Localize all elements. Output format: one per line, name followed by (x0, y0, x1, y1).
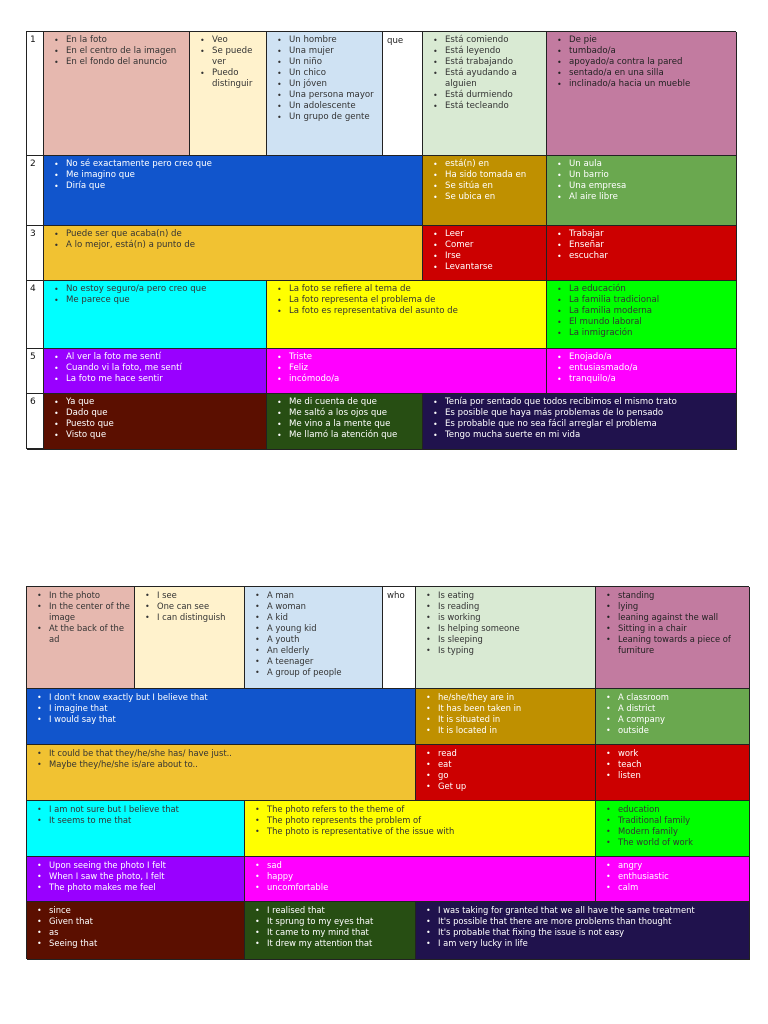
list-item: • education (596, 804, 749, 815)
list-item: • It's probable that fixing the issue is not easy (416, 927, 749, 938)
list-item: • Irse (423, 251, 546, 262)
list-item: • Es probable que no sea fácil arreglar el problema (423, 419, 736, 430)
es-r2-place-verb-cell (423, 156, 547, 226)
list-item: • The world of work (596, 837, 749, 848)
en-r6-reason-cell (27, 902, 245, 960)
list-item: • La foto es representativa del asunto de (267, 306, 546, 317)
english-phrase-table (26, 586, 749, 959)
list-item: • Está durmiendo (423, 90, 546, 101)
list-item: • En la foto (44, 35, 189, 46)
list-item: • I can distinguish (135, 612, 244, 623)
list-item: • Is typing (416, 645, 595, 656)
list-item: • Is helping someone (416, 623, 595, 634)
es-r4-uncertain-cell (44, 281, 267, 349)
list-item: • Leer (423, 229, 546, 240)
list-item: • Al ver la foto me sentí (44, 352, 266, 363)
list-item: • Se sitúa en (423, 181, 546, 192)
en-r4-topic-cell (596, 801, 750, 857)
list-item: • I realised that (245, 905, 415, 916)
list-item: • Se ubica en (423, 192, 546, 203)
row-number-5: 5 (27, 349, 44, 394)
es-r1-que-cell: que (383, 32, 423, 156)
en-r3-verbs-cell (416, 745, 596, 801)
list-item: • uncomfortable (245, 882, 595, 893)
en-r1-action-cell (416, 587, 596, 689)
list-item: • La foto me hace sentir (44, 374, 266, 385)
list-item: • Trabajar (547, 229, 736, 240)
list-item: • go (416, 770, 595, 781)
list-item: • Un aula (547, 159, 736, 170)
en-r4-uncertain-cell (27, 801, 245, 857)
list-item: • A lo mejor, está(n) a punto de (44, 240, 422, 251)
list-item: • Un barrio (547, 170, 736, 181)
list-item: • inclinado/a hacia un mueble (547, 79, 736, 90)
list-item: • Levantarse (423, 262, 546, 273)
list-item: • Puedo distinguir (190, 68, 266, 90)
list-item: • A teenager (245, 656, 382, 667)
list-item: • A kid (245, 612, 382, 623)
es-r4-topic-cell (547, 281, 737, 349)
en-r1-location-cell (27, 587, 135, 689)
list-item: • A man (245, 590, 382, 601)
en-r6-conclusion-cell (416, 902, 750, 960)
list-item: • Está ayudando a alguien (423, 68, 546, 90)
en-r5-feeling2-cell (596, 857, 750, 902)
row-number-2: 2 (27, 156, 44, 226)
list-item: • as (27, 927, 244, 938)
list-item: • It came to my mind that (245, 927, 415, 938)
list-item: • Una persona mayor (267, 90, 382, 101)
list-item: • Un hombre (267, 35, 382, 46)
list-item: • Un jóven (267, 79, 382, 90)
list-item: • outside (596, 725, 749, 736)
es-r3-verbs-cell (423, 226, 547, 281)
list-item: • tumbado/a (547, 46, 736, 57)
list-item: • Visto que (44, 430, 266, 441)
list-item: • En el centro de la imagen (44, 46, 189, 57)
list-item: • One can see (135, 601, 244, 612)
list-item: • El mundo laboral (547, 317, 736, 328)
list-item: • Feliz (267, 363, 546, 374)
list-item: • Cuando vi la foto, me sentí (44, 363, 266, 374)
list-item: • At the back of the ad (27, 623, 134, 645)
list-item: • I imagine that (27, 703, 415, 714)
list-item: • Leaning towards a piece of furniture (596, 634, 749, 656)
list-item: • La foto representa el problema de (267, 295, 546, 306)
es-r6-conclusion-cell (423, 394, 737, 450)
list-item: • Me saltó a los ojos que (267, 408, 422, 419)
list-item: • A group of people (245, 667, 382, 678)
list-item: • apoyado/a contra la pared (547, 57, 736, 68)
en-r2-opinion-cell (27, 689, 416, 745)
list-item: • calm (596, 882, 749, 893)
list-item: • It sprung to my eyes that (245, 916, 415, 927)
es-r1-person-cell (267, 32, 383, 156)
row-number-1: 1 (27, 32, 44, 156)
en-r5-feeling-cell (245, 857, 596, 902)
es-r4-theme-cell (267, 281, 547, 349)
list-item: • Veo (190, 35, 266, 46)
es-r1-posture-cell (547, 32, 737, 156)
list-item: • Tengo mucha suerte en mi vida (423, 430, 736, 441)
list-item: • Se puede ver (190, 46, 266, 68)
list-item: • In the photo (27, 590, 134, 601)
en-r3-verbs2-cell (596, 745, 750, 801)
list-item: • A district (596, 703, 749, 714)
list-item: • I don't know exactly but I believe that (27, 692, 415, 703)
list-item: • It could be that they/he/she has/ have just.. (27, 748, 415, 759)
list-item: • La foto se refiere al tema de (267, 284, 546, 295)
list-item: • Me parece que (44, 295, 266, 306)
es-r2-opinion-cell (44, 156, 423, 226)
list-item: • Enojado/a (547, 352, 736, 363)
list-item: • lying (596, 601, 749, 612)
list-item: • Is eating (416, 590, 595, 601)
list-item: • Una empresa (547, 181, 736, 192)
list-item: • A youth (245, 634, 382, 645)
list-item: • La inmigración (547, 328, 736, 339)
list-item: • Está leyendo (423, 46, 546, 57)
list-item: • Puesto que (44, 419, 266, 430)
list-item: • Seeing that (27, 938, 244, 949)
en-r1-see-cell (135, 587, 245, 689)
list-item: • enthusiastic (596, 871, 749, 882)
list-item: • happy (245, 871, 595, 882)
list-item: • Modern family (596, 826, 749, 837)
list-item: • La familia tradicional (547, 295, 736, 306)
list-item: • Enseñar (547, 240, 736, 251)
list-item: • Me vino a la mente que (267, 419, 422, 430)
list-item: • The photo makes me feel (27, 882, 244, 893)
en-r4-theme-cell (245, 801, 596, 857)
list-item: • Es posible que haya más problemas de lo pensado (423, 408, 736, 419)
list-item: • eat (416, 759, 595, 770)
list-item: • A woman (245, 601, 382, 612)
list-item: • listen (596, 770, 749, 781)
list-item: • Está trabajando (423, 57, 546, 68)
spanish-phrase-table (26, 31, 736, 449)
list-item: • De pie (547, 35, 736, 46)
list-item: • sad (245, 860, 595, 871)
list-item: • The photo refers to the theme of (245, 804, 595, 815)
list-item: • is working (416, 612, 595, 623)
list-item: • No sé exactamente pero creo que (44, 159, 422, 170)
list-item: • sentado/a en una silla (547, 68, 736, 79)
list-item: • tranquilo/a (547, 374, 736, 385)
row-number-4: 4 (27, 281, 44, 349)
es-r5-feeling2-cell (547, 349, 737, 394)
list-item: • Tenía por sentado que todos recibimos el mismo trato (423, 397, 736, 408)
list-item: • It drew my attention that (245, 938, 415, 949)
es-r3-speculation-cell (44, 226, 423, 281)
en-r2-place-cell (596, 689, 750, 745)
es-r6-reason-cell (44, 394, 267, 450)
list-item: • En el fondo del anuncio (44, 57, 189, 68)
list-item: • The photo is representative of the issue with (245, 826, 595, 837)
list-item: • angry (596, 860, 749, 871)
list-item: • Puede ser que acaba(n) de (44, 229, 422, 240)
list-item: • he/she/they are in (416, 692, 595, 703)
list-item: • Me di cuenta de que (267, 397, 422, 408)
list-item: • Maybe they/he/she is/are about to.. (27, 759, 415, 770)
list-item: • It is located in (416, 725, 595, 736)
es-r6-realise-cell (267, 394, 423, 450)
list-item: • A young kid (245, 623, 382, 634)
list-item: • Upon seeing the photo I felt (27, 860, 244, 871)
list-item: • Me llamó la atención que (267, 430, 422, 441)
en-r6-realise-cell (245, 902, 416, 960)
list-item: • La familia moderna (547, 306, 736, 317)
list-item: • Get up (416, 781, 595, 792)
list-item: • Está comiendo (423, 35, 546, 46)
list-item: • I was taking for granted that we all have the same treatment (416, 905, 749, 916)
list-item: • Está tecleando (423, 101, 546, 112)
list-item: • Un adolescente (267, 101, 382, 112)
list-item: • No estoy seguro/a pero creo que (44, 284, 266, 295)
list-item: • Diría que (44, 181, 422, 192)
list-item: • A company (596, 714, 749, 725)
row-number-3: 3 (27, 226, 44, 281)
list-item: • Is reading (416, 601, 595, 612)
list-item: • Ya que (44, 397, 266, 408)
en-r1-posture-cell (596, 587, 750, 689)
es-r5-feeling-intro-cell (44, 349, 267, 394)
list-item: • incómodo/a (267, 374, 546, 385)
list-item: • Dado que (44, 408, 266, 419)
list-item: • A classroom (596, 692, 749, 703)
list-item: • Sitting in a chair (596, 623, 749, 634)
list-item: • It's possible that there are more problems than thought (416, 916, 749, 927)
list-item: • La educación (547, 284, 736, 295)
list-item: • The photo represents the problem of (245, 815, 595, 826)
es-r1-action-cell (423, 32, 547, 156)
es-r2-place-cell (547, 156, 737, 226)
list-item: • read (416, 748, 595, 759)
list-item: • When I saw the photo, I felt (27, 871, 244, 882)
list-item: • Comer (423, 240, 546, 251)
en-r2-place-verb-cell (416, 689, 596, 745)
list-item: • I see (135, 590, 244, 601)
list-item: • Un grupo de gente (267, 112, 382, 123)
en-r1-person-cell (245, 587, 383, 689)
list-item: • entusiasmado/a (547, 363, 736, 374)
list-item: • since (27, 905, 244, 916)
list-item: • I would say that (27, 714, 415, 725)
list-item: • Given that (27, 916, 244, 927)
list-item: • In the center of the image (27, 601, 134, 623)
list-item: • Un chico (267, 68, 382, 79)
en-r3-speculation-cell (27, 745, 416, 801)
list-item: • Traditional family (596, 815, 749, 826)
list-item: • está(n) en (423, 159, 546, 170)
list-item: • It seems to me that (27, 815, 244, 826)
list-item: • Triste (267, 352, 546, 363)
en-r1-who-cell: who (383, 587, 416, 689)
list-item: • leaning against the wall (596, 612, 749, 623)
list-item: • standing (596, 590, 749, 601)
list-item: • escuchar (547, 251, 736, 262)
list-item: • Ha sido tomada en (423, 170, 546, 181)
en-r5-feeling-intro-cell (27, 857, 245, 902)
list-item: • It is situated in (416, 714, 595, 725)
list-item: • work (596, 748, 749, 759)
list-item: • Me imagino que (44, 170, 422, 181)
list-item: • It has been taken in (416, 703, 595, 714)
es-r5-feeling-cell (267, 349, 547, 394)
row-number-6: 6 (27, 394, 44, 450)
list-item: • Al aire libre (547, 192, 736, 203)
list-item: • I am not sure but I believe that (27, 804, 244, 815)
list-item: • An elderly (245, 645, 382, 656)
list-item: • I am very lucky in life (416, 938, 749, 949)
list-item: • teach (596, 759, 749, 770)
es-r3-verbs2-cell (547, 226, 737, 281)
list-item: • Is sleeping (416, 634, 595, 645)
es-r1-location-cell (44, 32, 190, 156)
es-r1-see-cell (190, 32, 267, 156)
list-item: • Una mujer (267, 46, 382, 57)
list-item: • Un niño (267, 57, 382, 68)
